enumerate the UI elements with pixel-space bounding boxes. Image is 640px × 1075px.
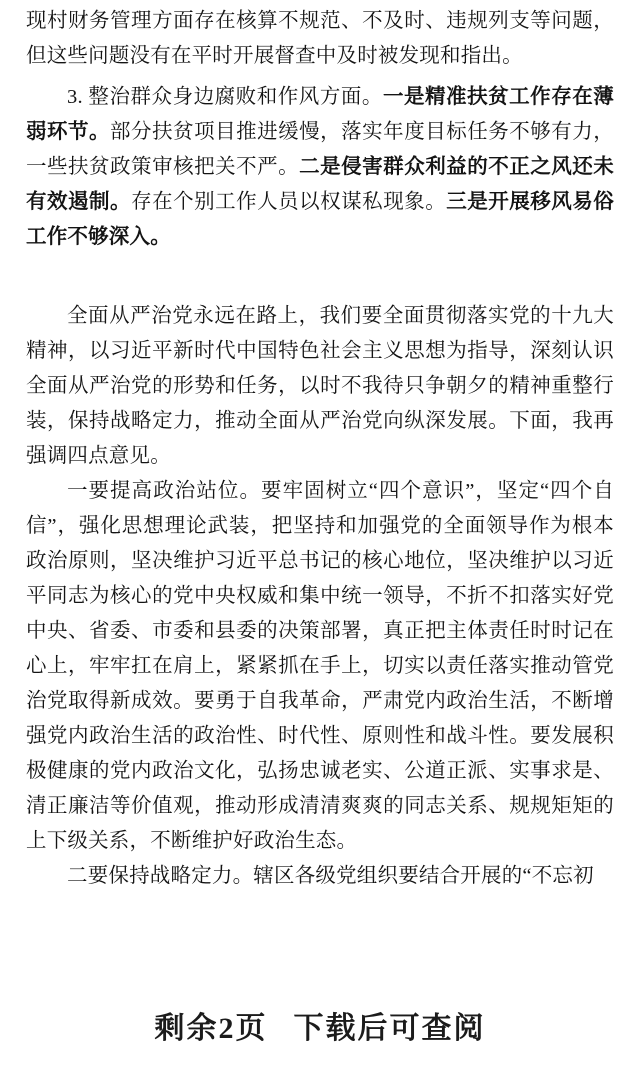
text-run: 一要提高政治站位。要牢固树立“四个意识”，坚定“四个自信”，强化思想理论武装，把坚持和加强党的全面领导作为根本政治原则，坚决维护习近平总书记的核心地位，坚决维护以习近平同志为核心的党中央权威和集中统一领导，不折不扣落实好党中央、省委、市委和县委的决策部署，真正把主体责任时时记在心上，牢牢扛在肩上，紧紧抓在手上，切实以责任落实推动管党治党取得新成效。要勇于自我革命，严肃党内政治生活，不断增强党内政治生活的政治性、时代性、原则性和战斗性。要发展积极健康的党内政治文化，弘扬忠诚老实、公道正派、实事求是、清正廉洁等价值观，推动形成清清爽爽的同志关系、规规矩矩的上下级关系，不断维护好政治生态。 [26, 480, 614, 852]
section-gap [26, 255, 614, 299]
paragraph-2 [26, 80, 614, 255]
document-body [26, 0, 614, 894]
text-run: 现村财务管理方面存在核算不规范、不及时、违规列支等问题，但这些问题没有在平时开展督查中及时被发现和指出。 [26, 10, 614, 67]
text-run: 存在个别工作人员以权谋私现象。 [131, 191, 447, 213]
paragraph-4 [26, 474, 614, 859]
text-run: 全面从严治党永远在路上，我们要全面贯彻落实党的十九大精神，以习近平新时代中国特色社会主义思想为指导，深刻认识全面从严治党的形势和任务，以时不我待只争朝夕的精神重整行装，保持战略定力，推动全面从严治党向纵深发展。下面，我再强调四点意见。 [26, 305, 614, 467]
text-run: 部分扶贫项目推进缓慢，落实年度目标任务不够有力，一些扶贫政策审核把关不严。 [26, 121, 614, 178]
download-footer [0, 1003, 640, 1047]
download-hint-label: 下载后可查阅 [293, 1012, 486, 1045]
paragraph-1 [26, 4, 614, 74]
paragraph-5 [26, 859, 614, 894]
text-run-bold: 二是侵害群众利益的不正之风还未有效遏制。 [26, 156, 614, 213]
text-run: 二要保持战略定力。辖区各级党组织要结合开展的“不忘初 [67, 865, 594, 887]
text-run-bold: 三是开展移风易俗工作不够深入。 [26, 191, 615, 248]
remaining-pages-label: 剩余2页 [154, 1012, 268, 1045]
paragraph-3 [26, 299, 614, 474]
text-run-bold: 一是精准扶贫工作存在薄弱环节。 [26, 86, 614, 143]
text-run: 3. 整治群众身边腐败和作风方面。 [67, 86, 383, 108]
